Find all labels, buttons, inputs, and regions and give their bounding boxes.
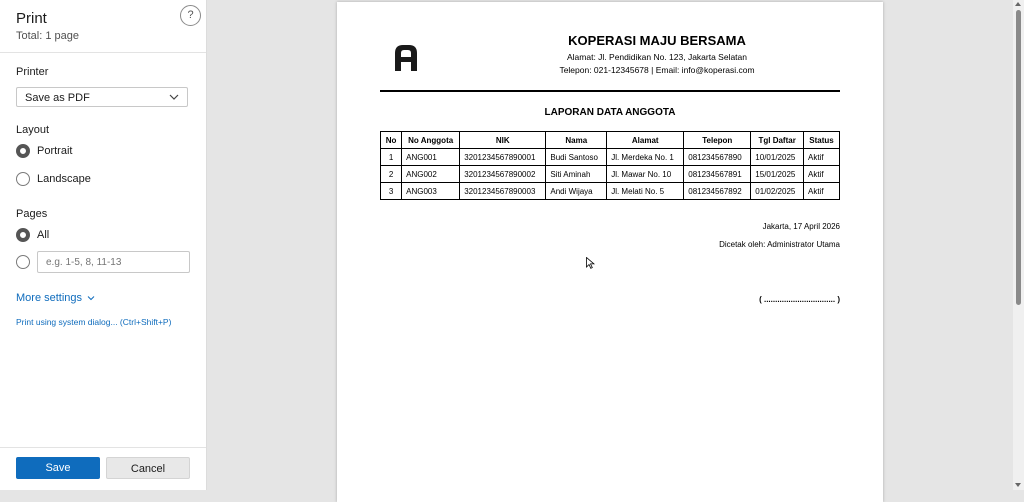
printer-label: Printer: [16, 66, 49, 78]
table-cell: 081234567891: [684, 166, 751, 183]
column-header: Status: [804, 132, 840, 149]
column-header: NIK: [460, 132, 546, 149]
system-dialog-link[interactable]: Print using system dialog... (Ctrl+Shift+P): [16, 317, 172, 327]
signature-line: ( ................................ ): [759, 295, 840, 304]
table-cell: Andi Wijaya: [546, 183, 607, 200]
table-row: [381, 166, 840, 183]
table-cell: 15/01/2025: [751, 166, 804, 183]
print-settings-panel: [0, 0, 207, 490]
scrollbar-thumb[interactable]: [1016, 10, 1021, 305]
page-count: Total: 1 page: [16, 30, 79, 42]
preview-scrollbar[interactable]: [1013, 0, 1024, 490]
table-cell: 081234567890: [684, 149, 751, 166]
chevron-down-icon: [87, 295, 95, 301]
radio-selected-icon[interactable]: [16, 144, 30, 158]
table-header-row: [381, 132, 840, 149]
table-cell: 3201234567890002: [460, 166, 546, 183]
table-cell: 3: [381, 183, 402, 200]
table-cell: 3201234567890003: [460, 183, 546, 200]
table-cell: Jl. Melati No. 5: [607, 183, 684, 200]
table-cell: Aktif: [804, 149, 840, 166]
radio-selected-icon[interactable]: [16, 228, 30, 242]
column-header: No: [381, 132, 402, 149]
table-cell: ANG002: [402, 166, 460, 183]
radio-icon[interactable]: [16, 255, 30, 269]
table-cell: Siti Aminah: [546, 166, 607, 183]
table-row: [381, 149, 840, 166]
radio-icon[interactable]: [16, 172, 30, 186]
organization-address: Alamat: Jl. Pendidikan No. 123, Jakarta Selatan: [566, 52, 748, 62]
table-cell: 1: [381, 149, 402, 166]
layout-option-label: Portrait: [37, 145, 73, 157]
table-cell: 081234567892: [684, 183, 751, 200]
table-cell: Jl. Merdeka No. 1: [607, 149, 684, 166]
column-header: Telepon: [684, 132, 751, 149]
column-header: Alamat: [607, 132, 684, 149]
table-cell: Aktif: [804, 166, 840, 183]
column-header: Nama: [546, 132, 607, 149]
print-preview-page: [337, 2, 883, 502]
divider: [0, 447, 206, 448]
column-header: Tgl Daftar: [751, 132, 804, 149]
table-cell: Budi Santoso: [546, 149, 607, 166]
table-cell: Jl. Mawar No. 10: [607, 166, 684, 183]
divider: [0, 52, 206, 53]
pages-label: Pages: [16, 208, 48, 220]
pages-all-label: All: [37, 229, 50, 241]
layout-label: Layout: [16, 124, 50, 136]
report-title: LAPORAN DATA ANGGOTA: [544, 107, 676, 118]
organization-contact: Telepon: 021-12345678 | Email: info@koperasi.com: [559, 65, 755, 75]
table-cell: ANG001: [402, 149, 460, 166]
table-cell: 3201234567890001: [460, 149, 546, 166]
table-cell: ANG003: [402, 183, 460, 200]
table-cell: 2: [381, 166, 402, 183]
scroll-down-icon[interactable]: [1015, 483, 1021, 487]
header-divider: [380, 90, 840, 92]
mouse-cursor-icon: [586, 257, 595, 269]
chevron-down-icon: [169, 93, 179, 101]
print-date: Jakarta, 17 April 2026: [762, 222, 840, 231]
printer-select[interactable]: [16, 87, 188, 107]
printed-by: Dicetak oleh: Administrator Utama: [719, 240, 840, 249]
table-cell: Aktif: [804, 183, 840, 200]
members-table: [380, 131, 840, 200]
more-settings-link[interactable]: [16, 292, 95, 304]
table-row: [381, 183, 840, 200]
pages-range-input[interactable]: [37, 251, 190, 273]
help-icon[interactable]: ?: [180, 5, 201, 26]
scroll-up-icon[interactable]: [1015, 2, 1021, 6]
logo-icon: [393, 43, 419, 71]
column-header: No Anggota: [402, 132, 460, 149]
table-cell: 10/01/2025: [751, 149, 804, 166]
cancel-button[interactable]: Cancel: [106, 457, 190, 479]
more-settings-label: More settings: [16, 292, 83, 304]
organization-name: KOPERASI MAJU BERSAMA: [568, 33, 746, 48]
dialog-title: Print: [16, 10, 47, 27]
save-button[interactable]: Save: [16, 457, 100, 479]
table-cell: 01/02/2025: [751, 183, 804, 200]
layout-option-label: Landscape: [37, 173, 91, 185]
printer-selected-value: Save as PDF: [25, 92, 90, 104]
